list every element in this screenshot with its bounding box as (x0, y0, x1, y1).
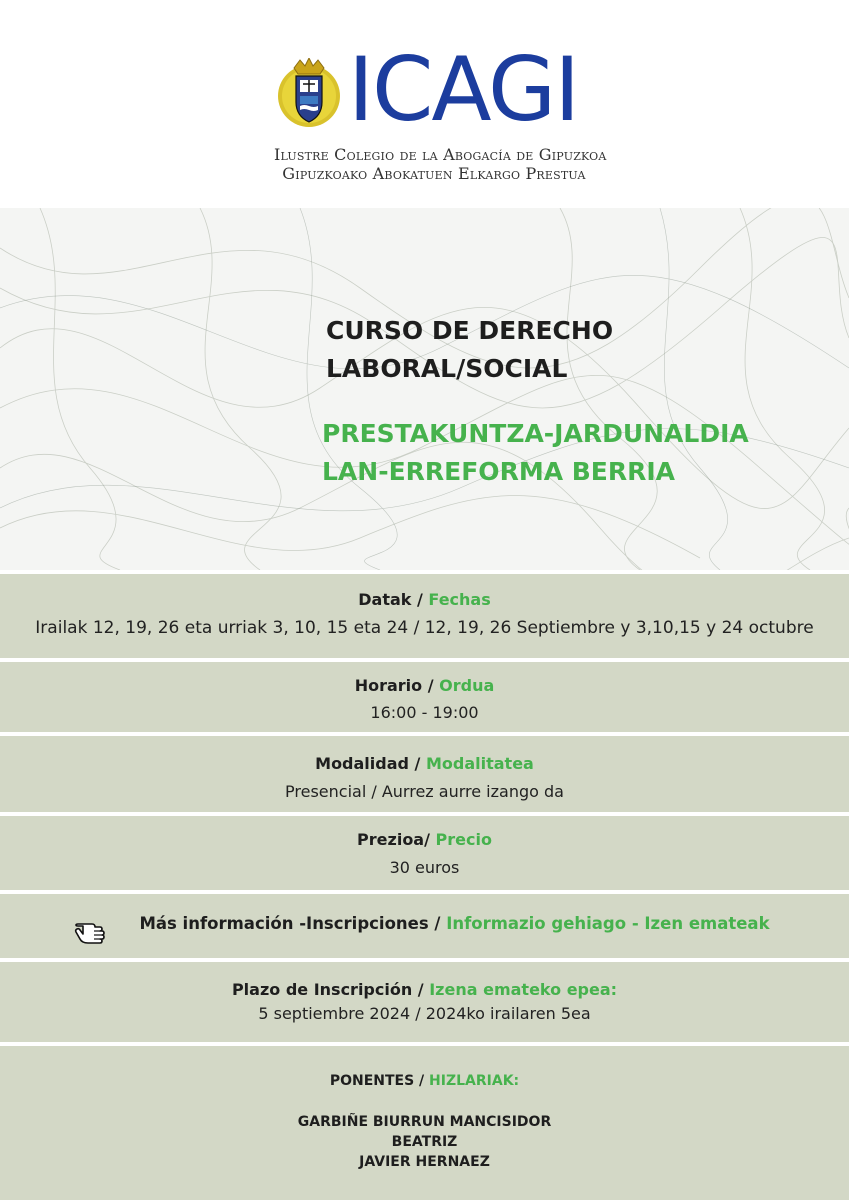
course-subtitle (322, 415, 749, 491)
course-subtitle-line2: LAN-ERREFORMA BERRIA (322, 457, 676, 486)
logo-wordmark: ICAGI (348, 38, 579, 141)
speakers-section (0, 1046, 849, 1200)
schedule-value: 16:00 - 19:00 (370, 703, 479, 722)
schedule-section (0, 662, 849, 732)
speaker-name: BEATRIZ (391, 1134, 458, 1150)
speakers-label (0, 1073, 849, 1089)
price-section (0, 816, 849, 890)
college-name-es: Ilustre Colegio de la Abogacía de Gipuzkoa (274, 145, 607, 164)
deadline-section (0, 962, 849, 1042)
speakers-label-es: PONENTES / (329, 1073, 430, 1089)
mode-section (0, 736, 849, 812)
price-label-eu: Prezioa/ (357, 830, 436, 849)
schedule-label-es: Horario / (354, 676, 440, 695)
course-subtitle-line1: PRESTAKUNTZA-JARDUNALDIA (322, 419, 749, 448)
schedule-label-eu: Ordua (439, 676, 495, 695)
price-value: 30 euros (389, 858, 460, 877)
speaker-name: GARBIÑE BIURRUN MANCISIDOR (297, 1114, 552, 1130)
page-header (0, 0, 849, 208)
course-title-line1: CURSO DE DERECHO (326, 316, 614, 345)
mode-label-es: Modalidad / (315, 754, 426, 773)
speakers-label-eu: HIZLARIAK: (429, 1073, 520, 1089)
dates-label (0, 590, 849, 609)
price-label (0, 830, 849, 849)
deadline-label-eu: Izena emateko epea: (429, 980, 618, 999)
deadline-label (0, 980, 849, 999)
dates-label-es: Fechas (428, 590, 491, 609)
more-info-link[interactable] (0, 894, 849, 958)
course-banner (0, 208, 849, 570)
dates-value: Irailak 12, 19, 26 eta urriak 3, 10, 15 eta 24 / 12, 19, 26 Septiembre y 3,10,15 y 24 octubre (35, 618, 814, 638)
more-info-label-eu[interactable]: Informazio gehiago - Izen emateak (446, 914, 770, 933)
more-info-label-es[interactable]: Más información -Inscripciones / (139, 914, 447, 933)
mode-value: Presencial / Aurrez aurre izango da (285, 782, 564, 801)
speaker-name: JAVIER HERNAEZ (359, 1154, 490, 1170)
smoke-background (0, 208, 849, 570)
more-info-label[interactable] (60, 914, 849, 933)
course-title (326, 312, 613, 388)
dates-label-eu: Datak / (358, 590, 429, 609)
mode-label-eu: Modalitatea (425, 754, 534, 773)
college-name-eu: Gipuzkoako Abokatuen Elkargo Prestua (282, 164, 586, 183)
deadline-label-es: Plazo de Inscripción / (231, 980, 430, 999)
deadline-value: 5 septiembre 2024 / 2024ko irailaren 5ea (258, 1004, 591, 1023)
mode-label (0, 754, 849, 773)
course-title-line2: LABORAL/SOCIAL (326, 354, 568, 383)
coat-of-arms-icon (274, 58, 344, 130)
schedule-label (0, 676, 849, 695)
price-label-es: Precio (435, 830, 492, 849)
dates-section (0, 574, 849, 658)
